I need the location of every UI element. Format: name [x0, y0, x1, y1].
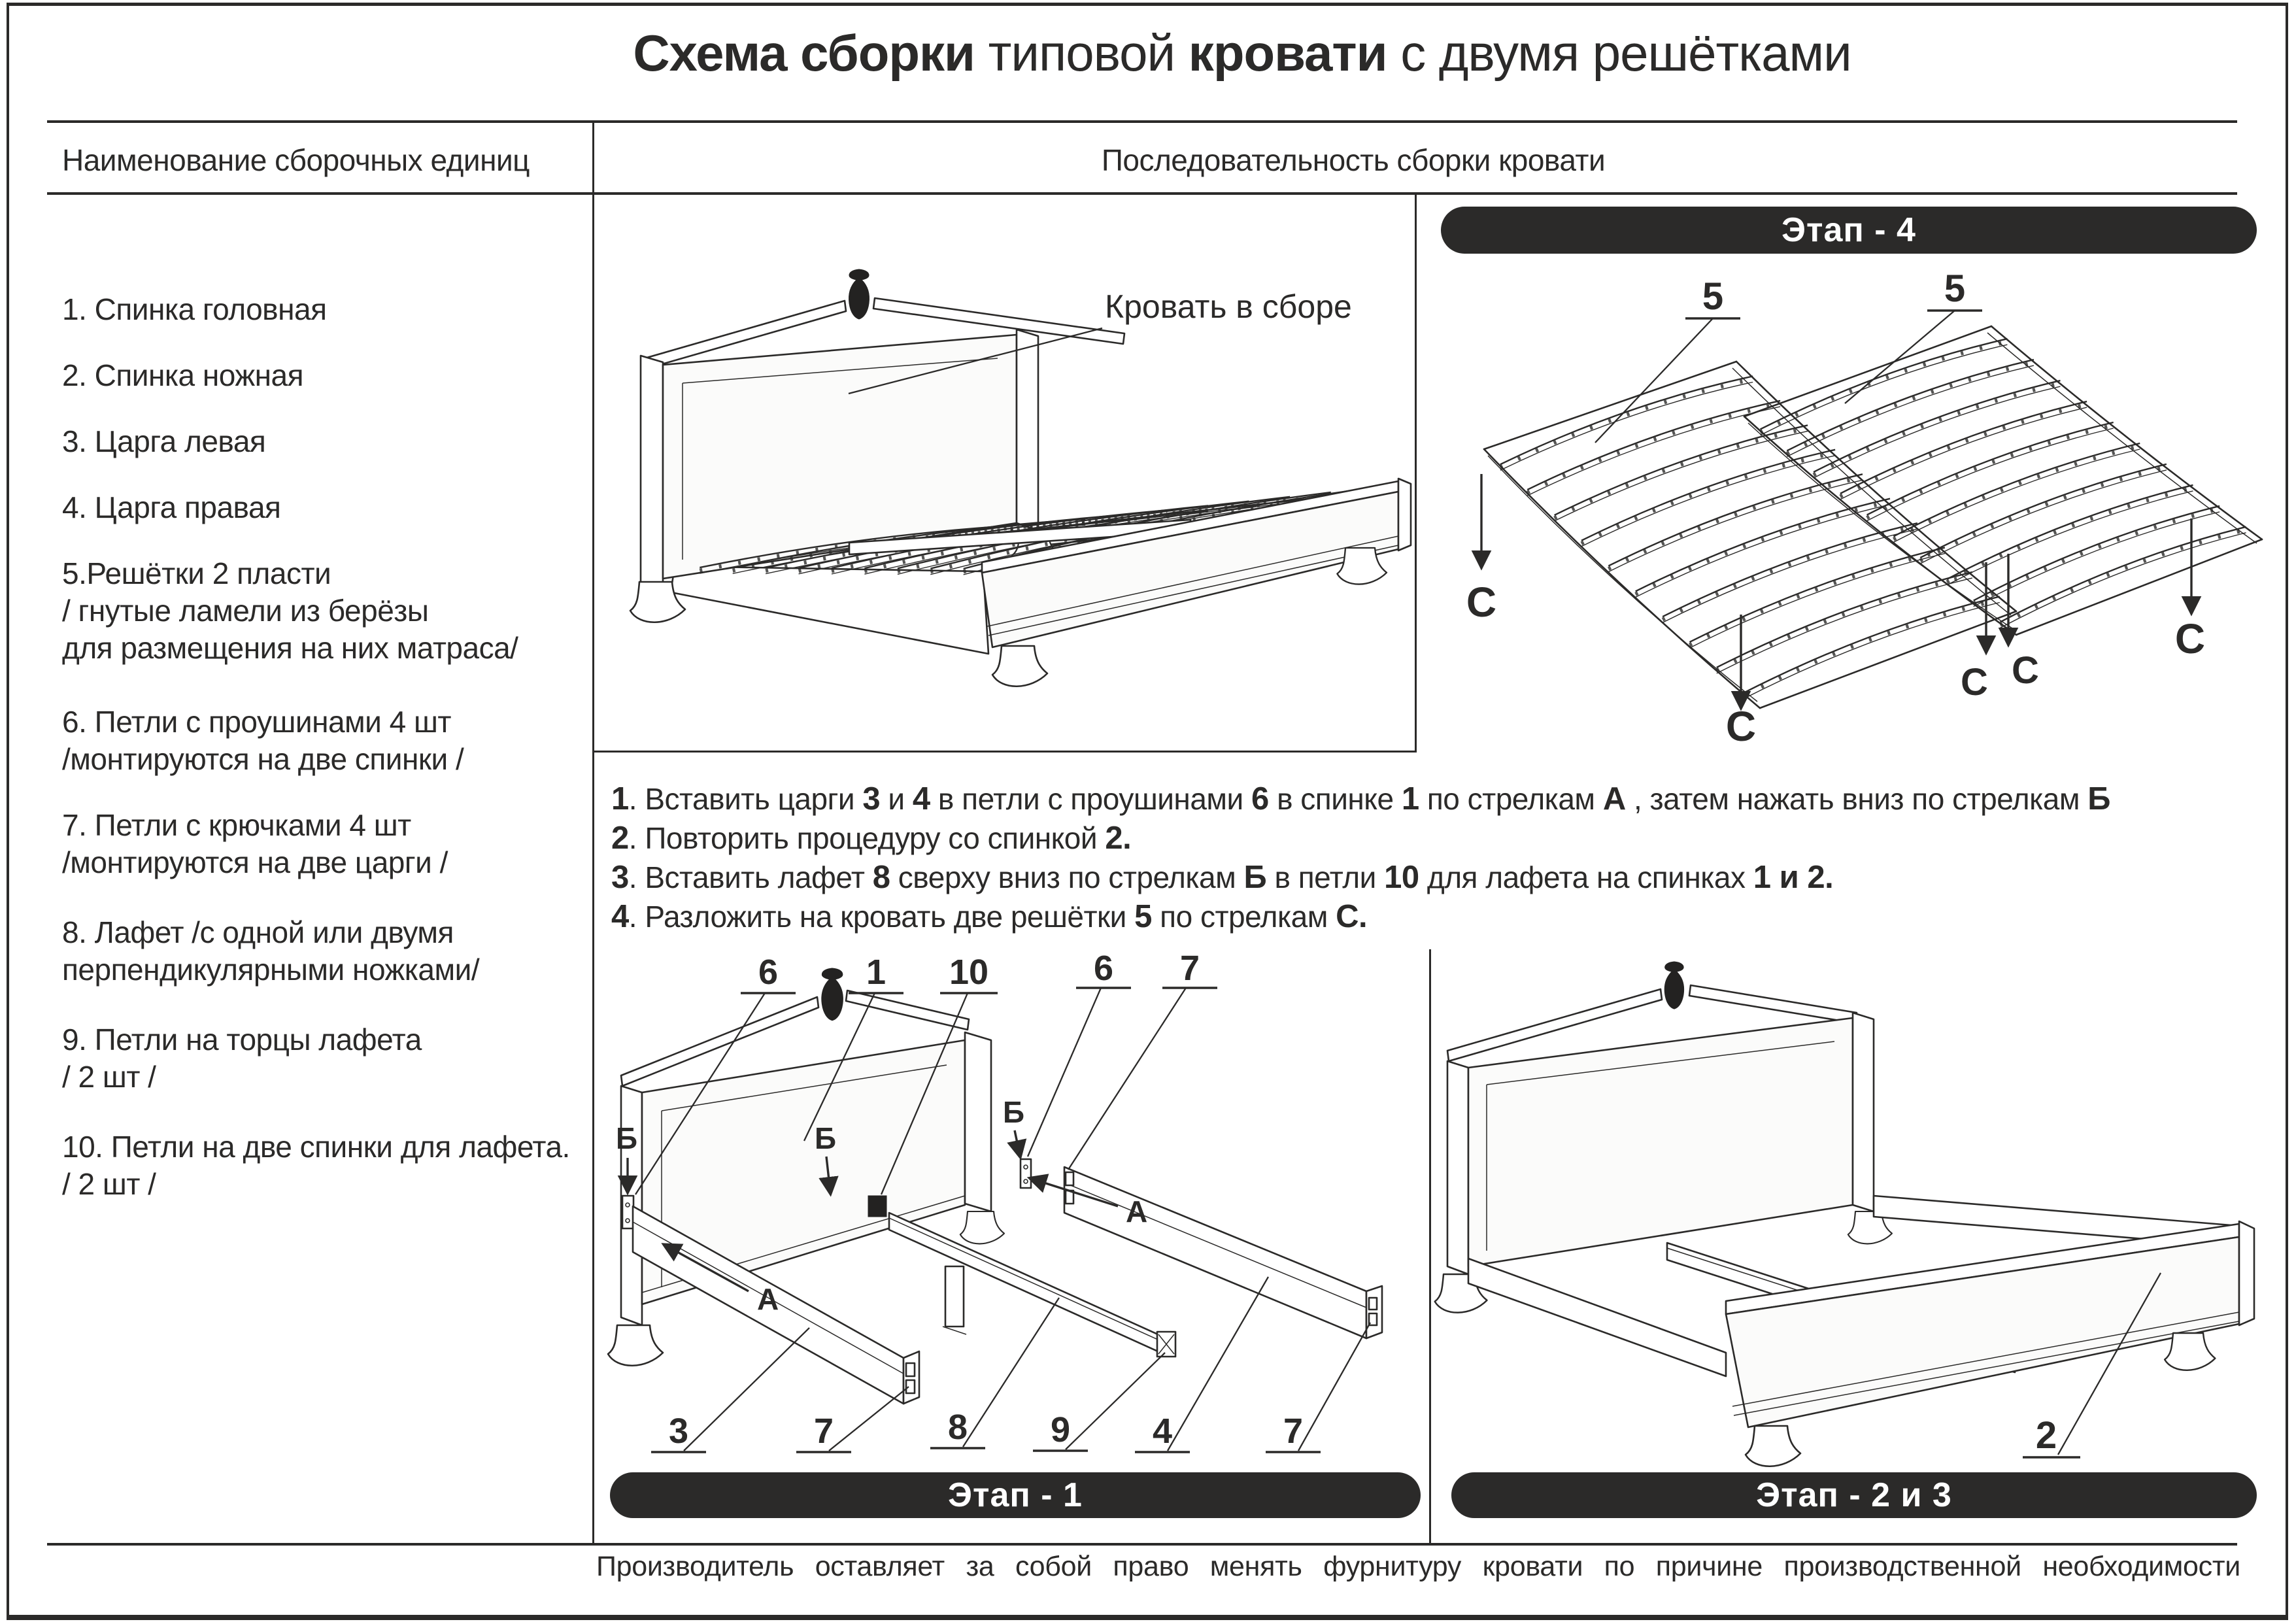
parts-list-item	[62, 703, 464, 778]
part-label-2: 2	[2035, 1414, 2057, 1457]
arrow-label-c: С	[2174, 615, 2206, 662]
part-label-5: 5	[1944, 267, 1966, 310]
parts-list-item	[62, 357, 303, 394]
parts-list-item	[62, 914, 479, 989]
parts-list-item	[62, 1021, 422, 1096]
part-line: / гнутые ламели из берёзы	[62, 594, 429, 628]
left-border-line	[7, 3, 9, 1620]
part-line: 10. Петли на две спинки для лафета.	[62, 1130, 570, 1164]
instruction-line-3: 3. Вставить лафет 8 сверху вниз по стрелкам Б в петли 10 для лафета на спинках 1 и 2.	[611, 860, 1834, 895]
stage-4-bar: Этап - 4	[1441, 207, 2257, 254]
part-label-3: 3	[668, 1412, 689, 1451]
assembled-bed-box-right-line	[1415, 192, 1417, 753]
parts-list-item	[62, 807, 448, 881]
part-line: перпендикулярными ножками/	[62, 953, 480, 987]
arrow-label-b: Б	[815, 1121, 837, 1155]
lafet-leg	[945, 1266, 964, 1327]
stage4-callout-5-left	[1595, 275, 1740, 443]
part-line: 5.Решётки 2 пласти	[62, 556, 331, 590]
arrow-label-a: А	[757, 1282, 779, 1316]
part-line: /монтируются на две спинки /	[62, 742, 464, 776]
assembled-bed-box-bottom-line	[592, 751, 1417, 753]
footer-separator-line	[47, 1543, 2237, 1546]
assembled-bed-label: Кровать в сборе	[1105, 288, 1352, 325]
instruction-line-1: 1. Вставить царги 3 и 4 в петли с проушинами 6 в спинке 1 по стрелкам А , затем нажать вниз по стрелкам Б	[611, 781, 2110, 817]
stage-sections-divider-line	[1429, 949, 1431, 1544]
stage-4-diagram	[1438, 258, 2288, 750]
arrow-label-c: С	[1961, 661, 1988, 703]
arrow-label-c: С	[1466, 579, 1497, 626]
stage-2-3-diagram	[1438, 951, 2288, 1474]
part-label-8: 8	[947, 1408, 968, 1447]
left-column-header: Наименование сборочных единиц	[62, 143, 530, 177]
parts-list-item	[62, 423, 265, 460]
part-line: 7. Петли с крючками 4 шт	[62, 808, 411, 842]
left-column-divider-line	[592, 120, 594, 1544]
arrow-label-c: С	[1725, 703, 1757, 750]
part-label-5: 5	[1702, 275, 1724, 318]
headboard-ornament	[849, 269, 869, 319]
manufacturer-note: Производитель оставляет за собой право менять фурнитуру кровати по причине производственной необходимости	[596, 1551, 2240, 1582]
stage-2-3-bar: Этап - 2 и 3	[1451, 1472, 2257, 1518]
footboard-drawing	[1726, 1221, 2254, 1466]
part-label-9: 9	[1050, 1410, 1071, 1449]
top-border-line	[7, 3, 2288, 6]
part-line: / 2 шт /	[62, 1167, 156, 1201]
assembled-bed-diagram	[601, 196, 1412, 751]
part-label-7: 7	[813, 1412, 834, 1451]
part-line: 6. Петли с проушинами 4 шт	[62, 705, 451, 739]
title-separator-line	[47, 120, 2237, 123]
slat-panel-right	[1744, 326, 2262, 635]
part-label-6: 6	[758, 953, 779, 992]
parts-list-item	[62, 1128, 570, 1203]
parts-list-item	[62, 489, 280, 526]
part-line: / 2 шт /	[62, 1060, 156, 1094]
part-label-7: 7	[1283, 1412, 1304, 1451]
part-line: 4. Царга правая	[62, 490, 281, 524]
arrow-label-b: Б	[616, 1121, 638, 1155]
part-line: для размещения на них матраса/	[62, 631, 518, 665]
parts-list-item	[62, 555, 518, 667]
eyelet-hinge-left	[622, 1196, 633, 1228]
instruction-line-4: 4. Разложить на кровать две решётки 5 по стрелкам С.	[611, 899, 1368, 934]
part-label-1: 1	[866, 953, 886, 992]
assembly-instructions	[611, 779, 2110, 936]
part-label-6: 6	[1093, 949, 1114, 988]
headboard-ornament	[1664, 962, 1683, 1009]
header-separator-line	[47, 192, 2237, 195]
arrow-label-b: Б	[1003, 1095, 1025, 1129]
part-label-7: 7	[1179, 949, 1200, 988]
arrow-label-c: С	[2012, 649, 2039, 692]
headboard-drawing	[608, 968, 1031, 1366]
part-line: 3. Царга левая	[62, 424, 266, 458]
headboard-ornament	[822, 968, 843, 1021]
part-line: /монтируются на две царги /	[62, 845, 448, 879]
stage-1-bar: Этап - 1	[610, 1472, 1421, 1518]
page-title: Схема сборки типовой кровати с двумя решётками	[633, 24, 1851, 82]
slat-panel-right-lamellas	[1761, 339, 2246, 628]
part-label-10: 10	[949, 953, 989, 992]
part-label-4: 4	[1152, 1412, 1173, 1451]
headboard-drawing	[1435, 962, 1892, 1313]
bottom-border-line	[7, 1615, 2288, 1620]
right-column-header: Последовательность сборки кровати	[1101, 143, 1606, 177]
part-line: 2. Спинка ножная	[62, 358, 304, 392]
instruction-line-2: 2. Повторить процедуру со спинкой 2.	[611, 820, 1132, 856]
part-line: 8. Лафет /с одной или двумя	[62, 915, 454, 949]
part-line: 1. Спинка головная	[62, 292, 327, 326]
parts-list-item	[62, 291, 326, 328]
lafet-hinge-10	[868, 1196, 886, 1217]
part-line: 9. Петли на торцы лафета	[62, 1023, 422, 1057]
stage-1-diagram	[601, 951, 1425, 1474]
arrow-label-a: А	[1126, 1194, 1148, 1228]
